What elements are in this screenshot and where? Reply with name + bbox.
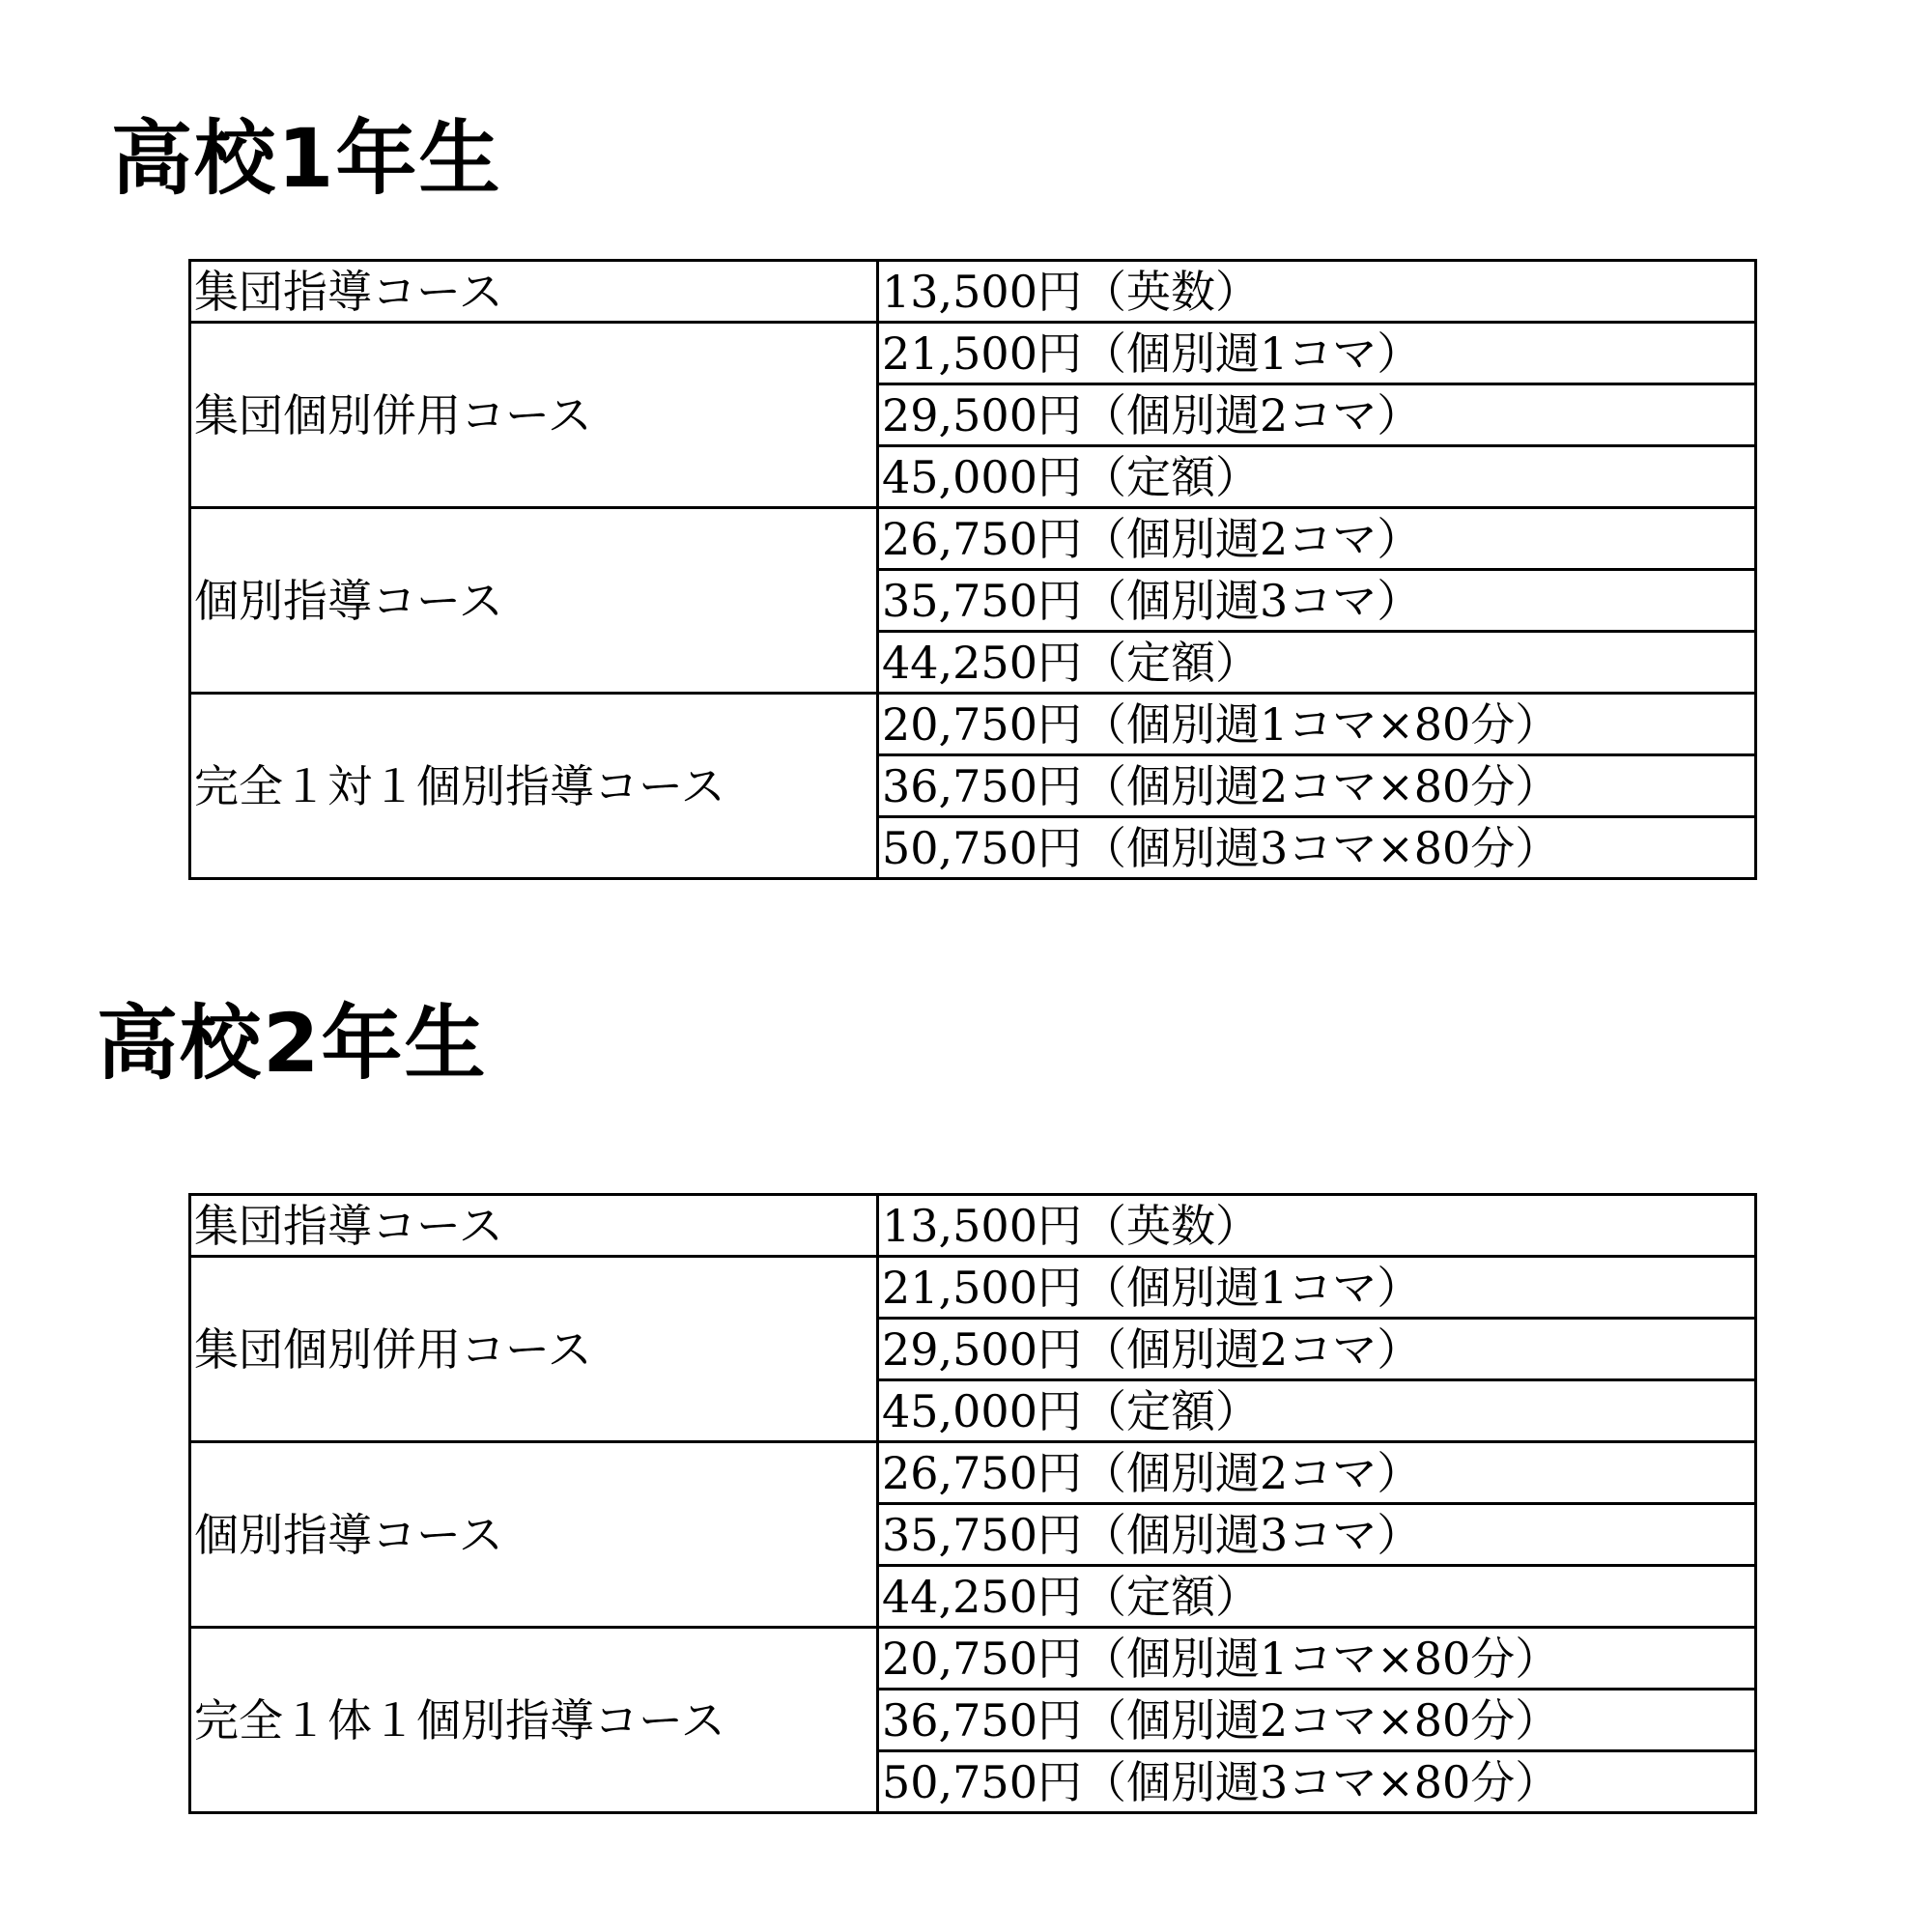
course-name: 集団個別併用コース xyxy=(190,323,878,508)
price-table-grade-1 xyxy=(188,259,1757,880)
course-price: 29,500円（個別週2コマ） xyxy=(878,384,1756,446)
course-price: 50,750円（個別週3コマ×80分） xyxy=(878,1751,1756,1813)
table-row xyxy=(190,508,1756,570)
section-title-grade-2: 高校2年生 xyxy=(97,996,488,1091)
course-price: 45,000円（定額） xyxy=(878,446,1756,508)
table-row xyxy=(190,694,1756,755)
course-price: 35,750円（個別週3コマ） xyxy=(878,570,1756,632)
course-price: 50,750円（個別週3コマ×80分） xyxy=(878,817,1756,879)
course-price: 21,500円（個別週1コマ） xyxy=(878,1257,1756,1319)
course-price: 20,750円（個別週1コマ×80分） xyxy=(878,1628,1756,1690)
course-price: 26,750円（個別週2コマ） xyxy=(878,508,1756,570)
section-title-grade-1: 高校1年生 xyxy=(111,111,502,206)
course-name: 完全１体１個別指導コース xyxy=(190,1628,878,1813)
course-price: 36,750円（個別週2コマ×80分） xyxy=(878,1690,1756,1751)
table-row xyxy=(190,261,1756,323)
course-price: 13,500円（英数） xyxy=(878,1195,1756,1257)
course-price: 13,500円（英数） xyxy=(878,261,1756,323)
table-row xyxy=(190,1628,1756,1690)
course-price: 26,750円（個別週2コマ） xyxy=(878,1442,1756,1504)
course-price: 35,750円（個別週3コマ） xyxy=(878,1504,1756,1566)
course-name: 集団指導コース xyxy=(190,261,878,323)
course-price: 44,250円（定額） xyxy=(878,632,1756,694)
course-name: 集団指導コース xyxy=(190,1195,878,1257)
course-price: 45,000円（定額） xyxy=(878,1380,1756,1442)
course-price: 44,250円（定額） xyxy=(878,1566,1756,1628)
course-price: 20,750円（個別週1コマ×80分） xyxy=(878,694,1756,755)
price-table-grade-2 xyxy=(188,1193,1757,1814)
course-name: 完全１対１個別指導コース xyxy=(190,694,878,879)
course-name: 個別指導コース xyxy=(190,1442,878,1628)
course-name: 集団個別併用コース xyxy=(190,1257,878,1442)
course-price: 21,500円（個別週1コマ） xyxy=(878,323,1756,384)
course-price: 36,750円（個別週2コマ×80分） xyxy=(878,755,1756,817)
table-row xyxy=(190,1442,1756,1504)
table-row xyxy=(190,1195,1756,1257)
course-name: 個別指導コース xyxy=(190,508,878,694)
table-row xyxy=(190,1257,1756,1319)
table-row xyxy=(190,323,1756,384)
course-price: 29,500円（個別週2コマ） xyxy=(878,1319,1756,1380)
